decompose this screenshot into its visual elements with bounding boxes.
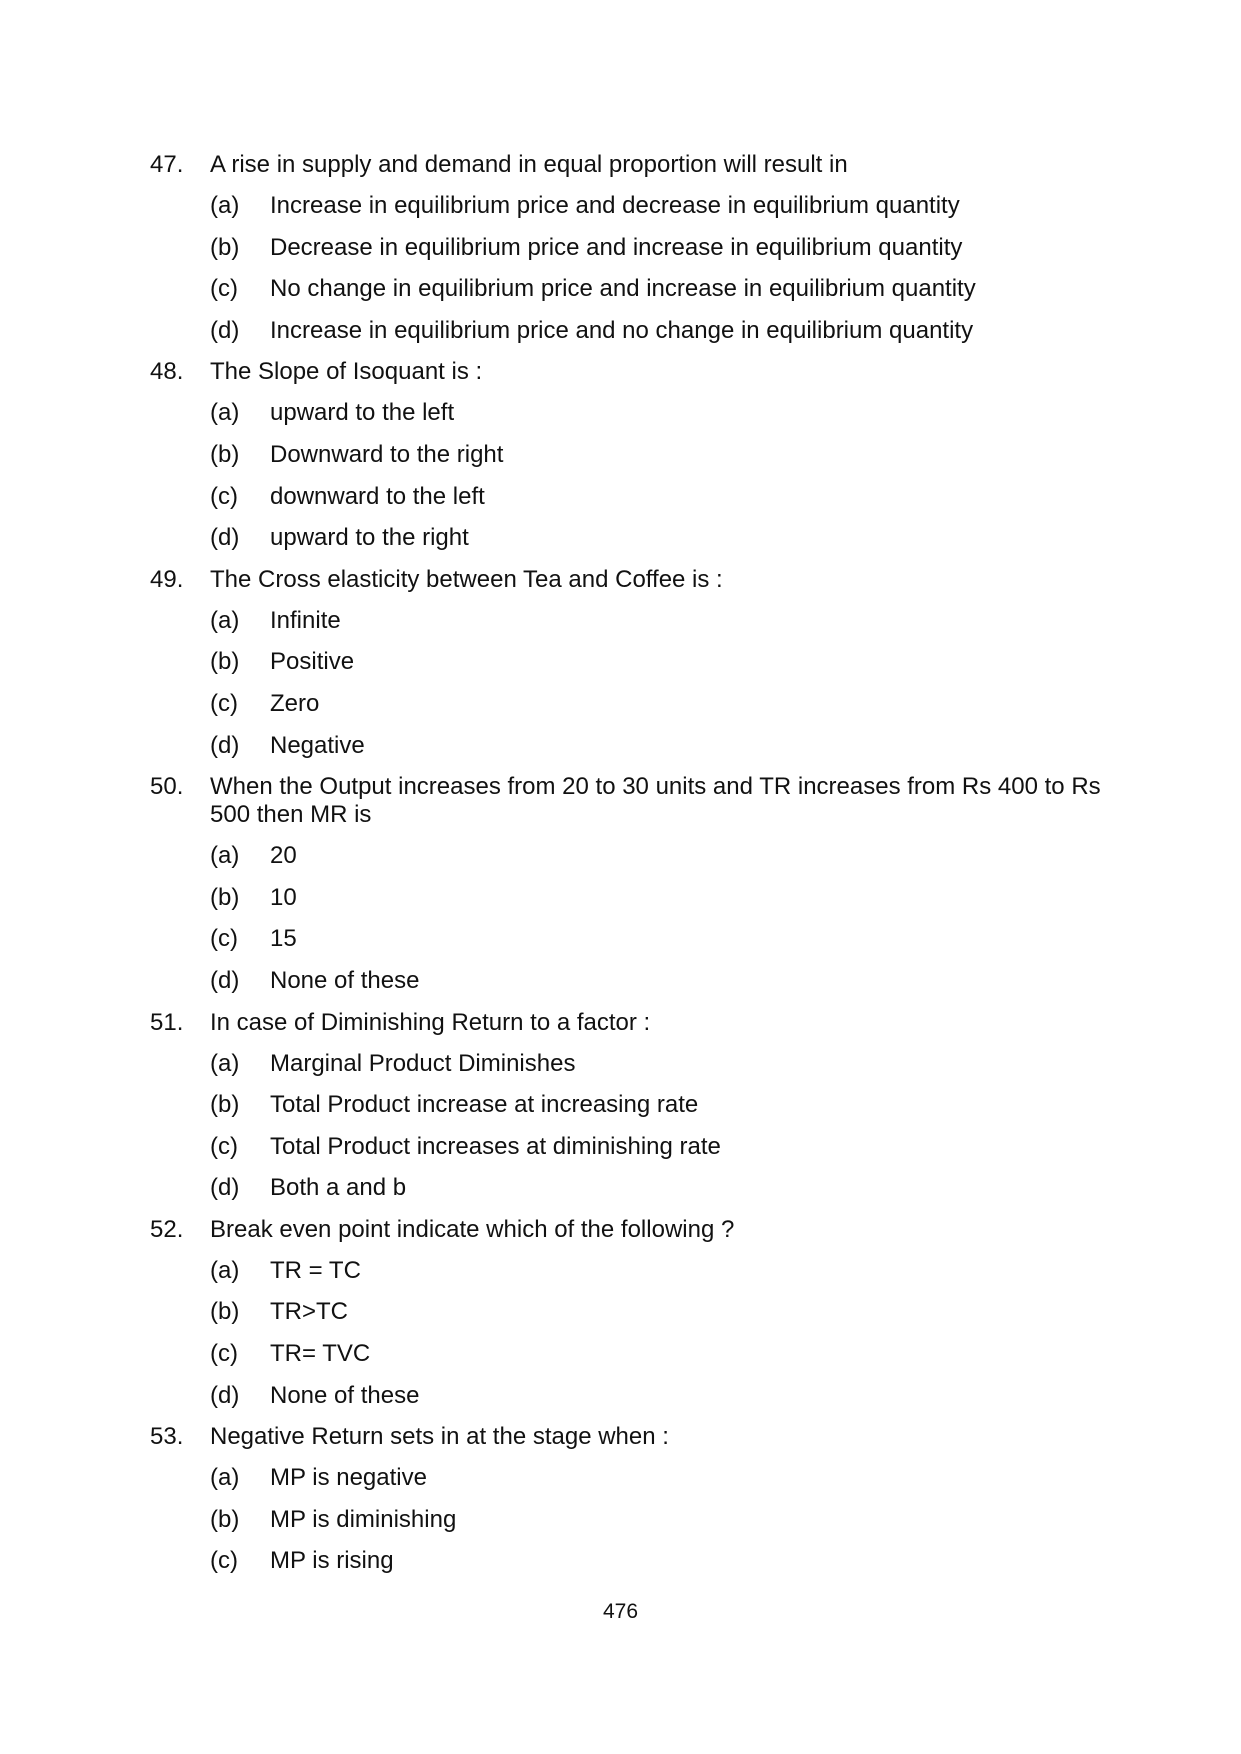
answer-option	[210, 1091, 1110, 1119]
option-text: MP is diminishing	[270, 1505, 457, 1533]
option-label: (d)	[210, 316, 240, 344]
question-47	[150, 151, 1110, 345]
option-text: Total Product increases at diminishing rate	[270, 1132, 721, 1160]
option-label: (c)	[210, 689, 238, 717]
page-number: 476	[602, 1600, 639, 1623]
question-stem	[150, 1216, 1110, 1244]
option-label: (b)	[210, 233, 240, 261]
question-number: 51.	[150, 1008, 184, 1036]
answer-option	[210, 925, 1110, 953]
option-label: (b)	[210, 1505, 240, 1533]
question-stem	[150, 358, 1110, 386]
answer-option	[210, 234, 1110, 262]
option-text: Both a and b	[270, 1174, 407, 1202]
answer-option	[210, 967, 1110, 995]
option-text: No change in equilibrium price and increase in equilibrium quantity	[270, 275, 976, 303]
answer-option	[210, 524, 1110, 552]
question-50	[150, 773, 1110, 995]
option-text: 20	[270, 842, 297, 870]
question-list	[150, 151, 1110, 1588]
option-list	[150, 1464, 1110, 1575]
option-list	[150, 1257, 1110, 1410]
option-text: MP is negative	[270, 1464, 427, 1492]
answer-option	[210, 1050, 1110, 1078]
question-text: A rise in supply and demand in equal proportion will result in	[210, 151, 848, 178]
option-label: (d)	[210, 524, 240, 552]
option-label: (c)	[210, 1132, 238, 1160]
option-text: Total Product increase at increasing rate	[270, 1091, 699, 1119]
answer-option	[210, 1547, 1110, 1575]
option-label: (d)	[210, 1381, 240, 1409]
option-label: (b)	[210, 1298, 240, 1326]
option-text: MP is rising	[270, 1547, 394, 1575]
option-list	[150, 607, 1110, 760]
question-text: In case of Diminishing Return to a factor :	[210, 1008, 651, 1036]
option-list	[150, 1050, 1110, 1203]
option-text: TR>TC	[270, 1298, 348, 1326]
option-label: (a)	[210, 399, 240, 427]
option-label: (d)	[210, 1174, 240, 1202]
question-stem	[150, 151, 1110, 179]
answer-option	[210, 1340, 1110, 1368]
answer-option	[210, 1464, 1110, 1492]
option-text: Positive	[270, 648, 355, 676]
option-label: (a)	[210, 192, 240, 219]
option-text: TR= TVC	[270, 1340, 371, 1368]
question-number: 53.	[150, 1423, 184, 1451]
option-text: TR = TC	[270, 1256, 361, 1284]
question-48	[150, 358, 1110, 552]
answer-option	[210, 732, 1110, 760]
option-label: (c)	[210, 1340, 238, 1368]
answer-option	[210, 1133, 1110, 1161]
answer-option	[210, 1174, 1110, 1202]
question-text: The Cross elasticity between Tea and Coffee is :	[210, 565, 723, 593]
question-stem	[150, 773, 1110, 829]
option-text: 15	[270, 925, 297, 953]
answer-option	[210, 607, 1110, 635]
answer-option	[210, 1257, 1110, 1285]
question-text: When the Output increases from 20 to 30 units and TR increases from Rs 400 to Rs 500 then MR is	[210, 773, 1101, 829]
question-text: Break even point indicate which of the following ?	[210, 1215, 735, 1243]
question-number: 49.	[150, 565, 184, 593]
option-label: (a)	[210, 1464, 240, 1492]
answer-option	[210, 842, 1110, 870]
answer-option	[210, 483, 1110, 511]
option-text: Decrease in equilibrium price and increase in equilibrium quantity	[270, 233, 963, 261]
option-label: (d)	[210, 966, 240, 994]
option-text: Marginal Product Diminishes	[270, 1049, 576, 1077]
option-list	[150, 842, 1110, 995]
option-list	[150, 192, 1110, 345]
question-stem	[150, 1009, 1110, 1037]
question-51	[150, 1009, 1110, 1203]
question-52	[150, 1216, 1110, 1410]
option-label: (b)	[210, 1091, 240, 1119]
option-label: (a)	[210, 842, 240, 870]
answer-option	[210, 648, 1110, 676]
option-label: (c)	[210, 482, 238, 510]
answer-option	[210, 884, 1110, 912]
option-text: Negative	[270, 731, 365, 759]
question-text: The Slope of Isoquant is :	[210, 358, 483, 386]
answer-option	[210, 690, 1110, 718]
option-label: (a)	[210, 1256, 240, 1284]
question-49	[150, 566, 1110, 760]
answer-option	[210, 1382, 1110, 1410]
option-label: (b)	[210, 440, 240, 468]
option-label: (d)	[210, 731, 240, 759]
question-stem	[150, 1423, 1110, 1451]
option-label: (c)	[210, 925, 238, 953]
answer-option	[210, 1506, 1110, 1534]
question-53	[150, 1423, 1110, 1575]
option-text: Infinite	[270, 606, 341, 634]
option-text: Downward to the right	[270, 440, 504, 468]
option-text: 10	[270, 883, 297, 911]
option-label: (c)	[210, 275, 238, 303]
question-number: 52.	[150, 1215, 184, 1243]
option-list	[150, 399, 1110, 552]
question-number: 48.	[150, 358, 184, 386]
answer-option	[210, 441, 1110, 469]
option-text: Increase in equilibrium price and no change in equilibrium quantity	[270, 316, 974, 344]
option-text: Increase in equilibrium price and decrease in equilibrium quantity	[270, 192, 960, 219]
option-label: (c)	[210, 1547, 238, 1575]
option-text: Zero	[270, 689, 320, 717]
option-label: (b)	[210, 648, 240, 676]
answer-option	[210, 399, 1110, 427]
answer-option	[210, 317, 1110, 345]
option-text: upward to the right	[270, 524, 469, 552]
option-label: (b)	[210, 883, 240, 911]
option-label: (a)	[210, 606, 240, 634]
answer-option	[210, 192, 1110, 220]
answer-option	[210, 1298, 1110, 1326]
option-text: None of these	[270, 1381, 420, 1409]
question-stem	[150, 566, 1110, 594]
answer-option	[210, 275, 1110, 303]
question-number: 47.	[150, 151, 184, 178]
option-text: None of these	[270, 966, 420, 994]
option-text: downward to the left	[270, 482, 485, 510]
question-text: Negative Return sets in at the stage when :	[210, 1423, 669, 1451]
option-text: upward to the left	[270, 399, 455, 427]
question-number: 50.	[150, 773, 184, 801]
option-label: (a)	[210, 1049, 240, 1077]
